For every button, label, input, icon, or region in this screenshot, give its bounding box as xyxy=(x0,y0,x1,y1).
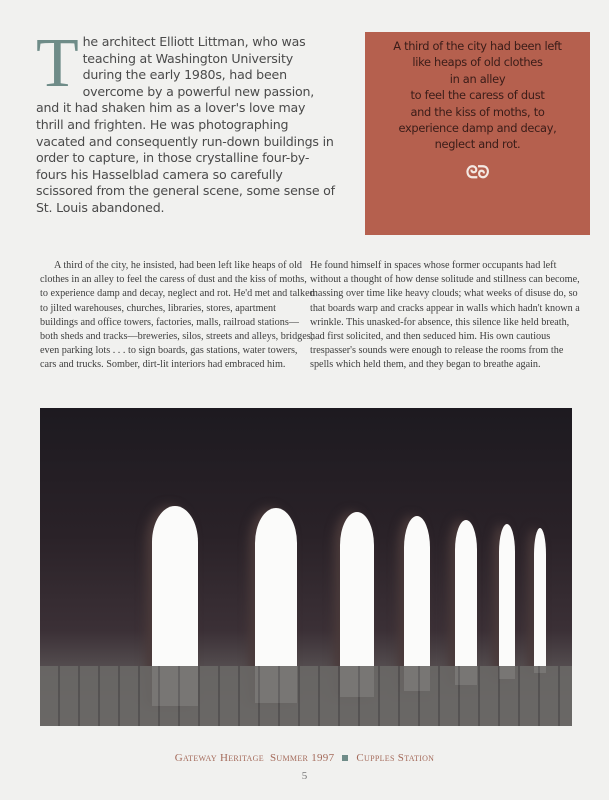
pull-quote-line: like heaps of old clothes xyxy=(412,55,543,70)
pull-quote-line: and the kiss of moths, to xyxy=(410,104,545,119)
pull-quote-line: in an alley xyxy=(449,71,506,86)
section: Cupples Station xyxy=(356,752,435,764)
stone-wall-base xyxy=(40,666,572,726)
page-number: 5 xyxy=(301,770,308,782)
magazine-name: Gateway Heritage xyxy=(174,752,264,764)
lead-paragraph xyxy=(36,25,336,217)
window-shape xyxy=(499,524,515,679)
body-column-2: He found himself in spaces whose former occupants had left without a thought of how dense solitude and stillness can become, massing over time like heavy clouds; what weeks of disuse do, so that boards warp and cracks appear in walls which hadn't known a wrinkle. This unasked-for absence, this silence like held breath, had first solicited, and then seduced him. His own cautious trespasser's sounds were enough to release the rooms from the spells which held them, and they began to breathe again. xyxy=(310,260,580,371)
drop-cap: T xyxy=(36,25,79,102)
body-column-1: A third of the city, he insisted, had been left like heaps of old clothes in an alley to feel the caress of dust and the kiss of moths, to experience damp and decay, neglect and rot. He'd met and talked to jilted warehouses, churches, libraries, stores, apartment buildings and office towers, factories, malls, railroad stations—both sheds and tracks—breweries, silos, streets and alleys, bridges, even parking lots . . . to sign boards, gas stations, water towers, cars and trucks. Somber, dirt-lit interiors had embraced him. xyxy=(40,260,315,371)
photo-arched-windows xyxy=(40,408,572,726)
pull-quote-line: A third of the city had been left xyxy=(393,39,562,53)
lead-text: he architect Elliott Littman, who was teaching at Washington University during the early 1980s, had been overcome by a powerful new passion, and it had shaken him as a lover's love may thrill and frighten. He was photographing vacated and consequently run-down buildings in order to capture, in those crystalline four-by-fours his Hasselblad camera so carefully scissored from the general scene, some sense of St. Louis abandoned. xyxy=(36,34,335,215)
pull-quote-line: to feel the caress of dust xyxy=(410,88,545,103)
pull-quote xyxy=(365,32,590,235)
ornament-icon: ᘓᘐ xyxy=(465,162,490,183)
window-shape xyxy=(404,516,430,691)
footer-line xyxy=(0,752,609,764)
pull-quote-line: neglect and rot. xyxy=(434,137,521,152)
square-bullet-icon xyxy=(342,755,348,761)
window-shape xyxy=(455,520,477,685)
pull-quote-line: experience damp and decay, xyxy=(398,121,557,136)
window-shape xyxy=(534,528,546,673)
issue: Summer 1997 xyxy=(270,752,335,764)
